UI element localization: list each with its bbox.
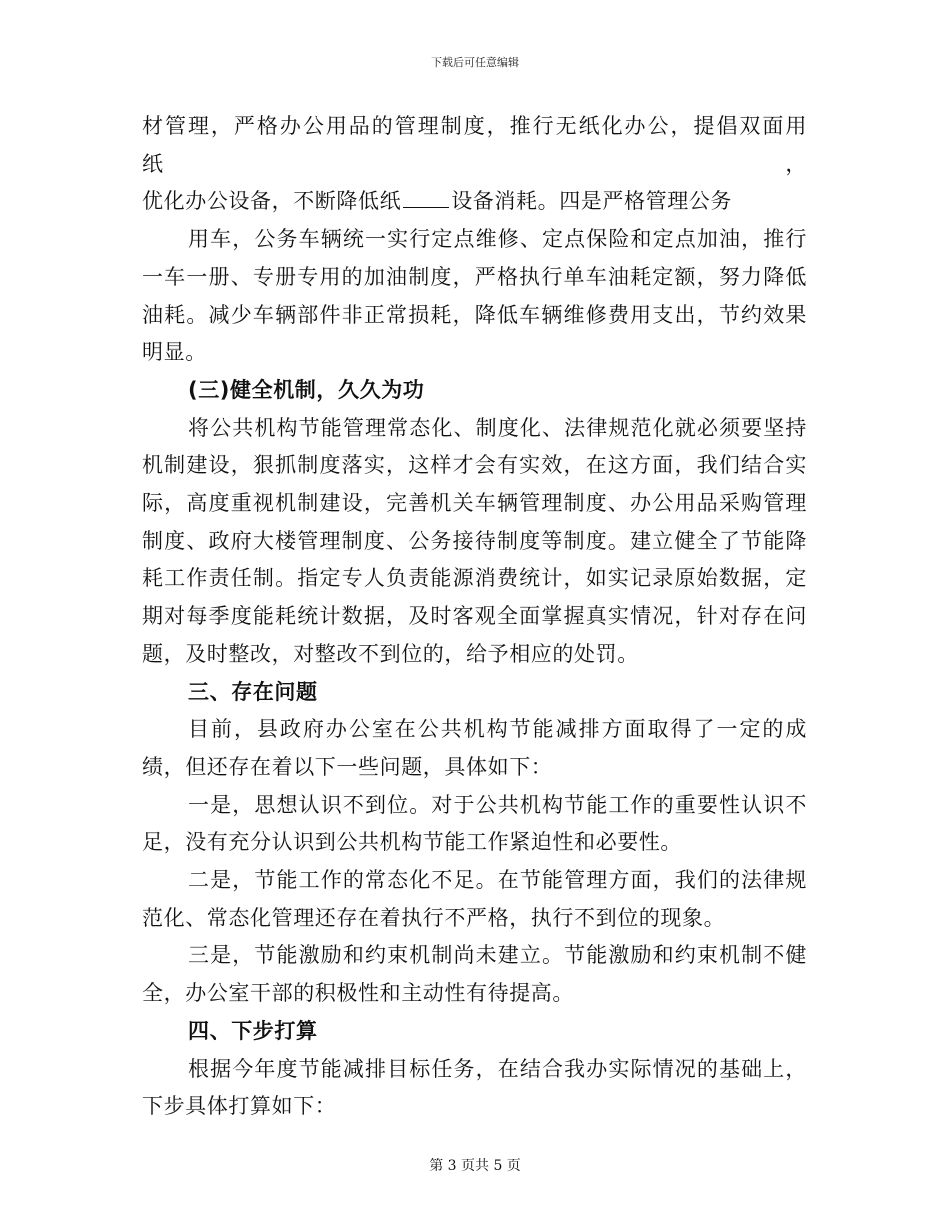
text-span: 优化办公设备，不断降低纸: [142, 189, 402, 214]
text-span: 设备消耗。四是严格管理公务: [451, 189, 733, 214]
section-heading: (三)健全机制，久久为功: [188, 377, 425, 402]
paragraph-line: [142, 183, 807, 221]
page-header: 下载后可任意编辑: [431, 56, 519, 69]
paragraph: 一是，思想认识不到位。对于公共机构节能工作的重要性认识不足，没有充分认识到公共机构节能工作紧迫性和必要性。: [142, 792, 807, 855]
paragraph: 三是，节能激励和约束机制尚未建立。节能激励和约束机制不健全，办公室干部的积极性和主动性有待提高。: [142, 943, 807, 1006]
blank-underline: [403, 189, 449, 208]
paragraph: 二是，节能工作的常态化不足。在节能管理方面，我们的法律规范化、常态化管理还存在着执行不严格，执行不到位的现象。: [142, 868, 807, 930]
paragraph: 将公共机构节能管理常态化、制度化、法律规范化就必须要坚持机制建设，狠抓制度落实，这样才会有实效，在这方面，我们结合实际，高度重视机制建设，完善机关车辆管理制度、办公用品采购管理制度、政府大楼管理制度、公务接待制度等制度。建立健全了节能降耗工作责任制。指定专人负责能源消费统计，如实记录原始数据，定期对每季度能耗统计数据，及时客观全面掌握真实情况，针对存在问题，及时整改，对整改不到位的，给予相应的处罚。: [142, 415, 807, 666]
document-body: [142, 108, 807, 1126]
page-footer: 第 3 页共 5 页: [429, 1158, 521, 1174]
paragraph: 目前，县政府办公室在公共机构节能减排方面取得了一定的成绩，但还存在着以下一些问题，具体如下：: [142, 717, 807, 779]
paragraph: 根据今年度节能减排目标任务，在结合我办实际情况的基础上，下步具体打算如下：: [142, 1056, 807, 1119]
section-heading: 四、下步打算: [188, 1018, 318, 1043]
paragraph-line: 材管理，严格办公用品的管理制度，推行无纸化办公，提倡双面用纸，: [142, 114, 807, 176]
section-heading: 三、存在问题: [188, 679, 318, 704]
paragraph: 用车，公务车辆统一实行定点维修、定点保险和定点加油，推行一车一册、专册专用的加油制度，严格执行单车油耗定额，努力降低油耗。减少车辆部件非正常损耗，降低车辆维修费用支出，节约效果明显。: [142, 227, 807, 365]
